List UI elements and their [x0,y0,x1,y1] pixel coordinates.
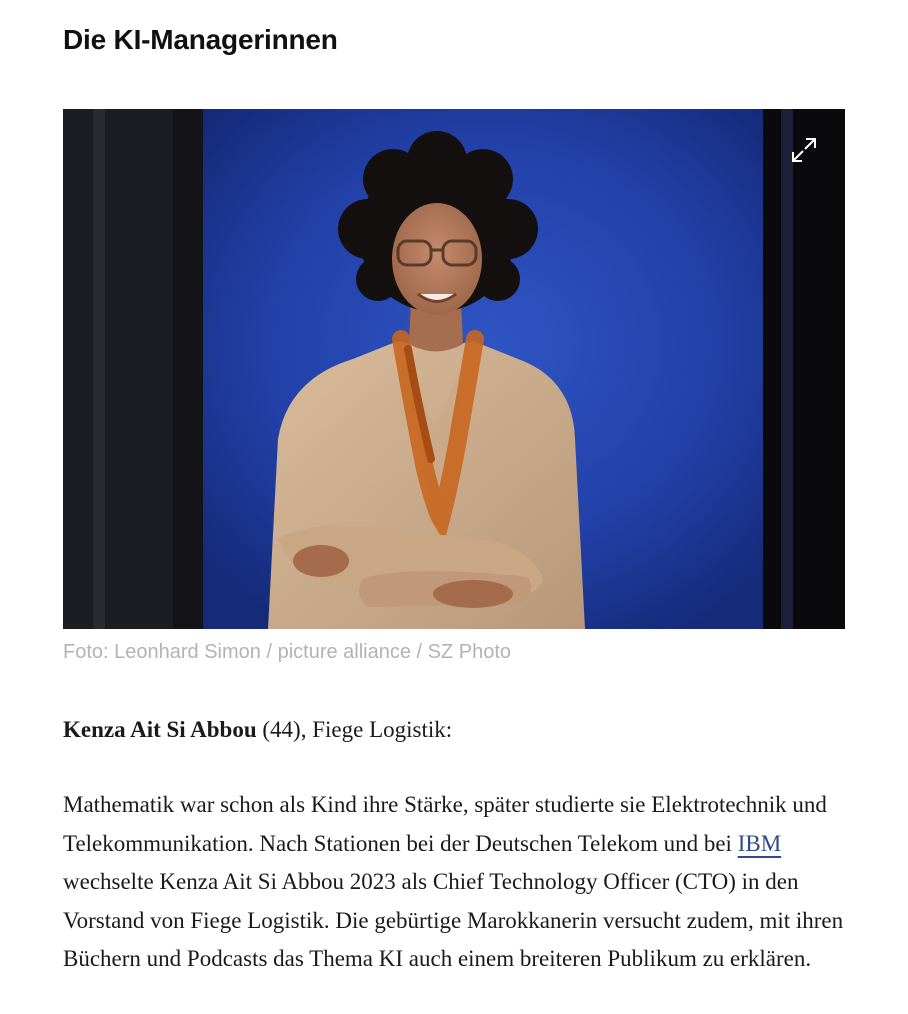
article-photo[interactable] [63,109,845,629]
section-title: Die KI-Managerinnen [63,24,338,55]
paragraph-text-1: Mathematik war schon als Kind ihre Stärke, später studierte sie Elektrotechnik und Telekommunikation. Nach Stationen bei der Deutschen Telekom und bei [63,792,827,856]
profile-line [63,717,452,743]
article-paragraph [63,786,863,979]
expand-icon[interactable] [789,135,819,165]
profile-name: Kenza Ait Si Abbou [63,717,257,742]
photo-caption: Foto: Leonhard Simon / picture alliance / SZ Photo [63,641,512,663]
ibm-link[interactable]: IBM [737,830,782,856]
profile-company: , Fiege Logistik: [300,717,453,742]
profile-age: (44) [262,717,301,742]
portrait-image [63,109,845,629]
paragraph-text-2: wechselte Kenza Ait Si Abbou 2023 als Chief Technology Officer (CTO) in den Vorstand von Fiege Logistik. Die gebürtige Marokkanerin versucht zudem, mit ihren Büchern und Podcasts das Thema KI auch einem breiteren Publikum zu erklären. [63,869,844,971]
